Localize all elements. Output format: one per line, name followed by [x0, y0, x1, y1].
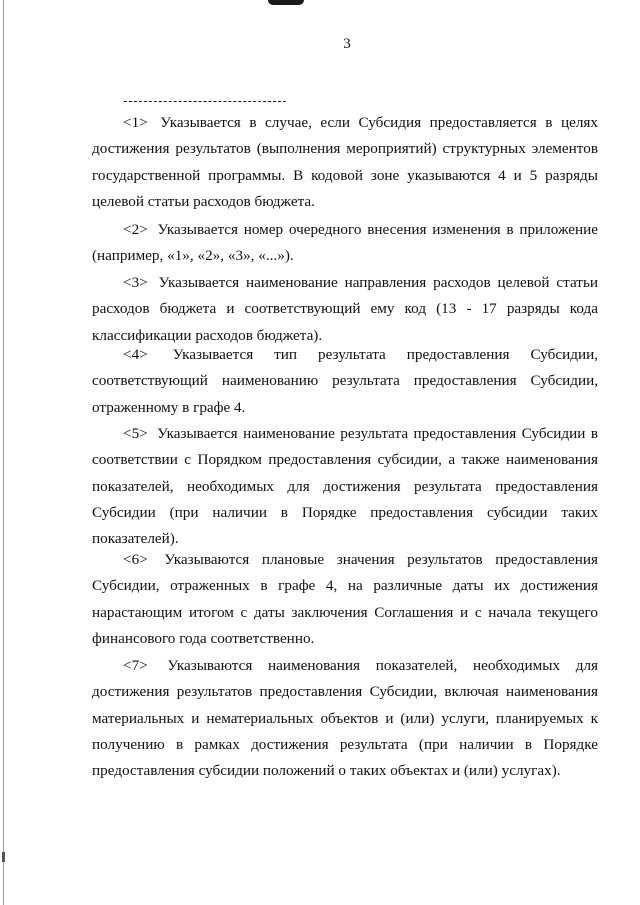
footnote-1 [92, 110, 598, 215]
footnote-5 [92, 421, 598, 552]
page-left-edge-line [3, 0, 4, 905]
footnote-marker: <6> [123, 551, 148, 568]
footnote-marker: <2> [123, 221, 148, 238]
footnote-4 [92, 342, 598, 421]
footnote-3 [92, 270, 598, 349]
footnote-text: Указывается наименование направления расходов целевой статьи расходов бюджета и соответствующий ему код (13 - 17 разряды кода классификации расходов бюджета). [92, 274, 599, 344]
footnote-separator [124, 101, 286, 102]
footnote-text: Указывается номер очередного внесения изменения в приложение (например, «1», «2», «3», «...»). [92, 221, 598, 265]
footnote-marker: <4> [123, 346, 148, 363]
scan-artifact-mark [268, 0, 304, 5]
footnote-text: Указываются плановые значения результатов предоставления Субсидии, отраженных в графе 4, на различные даты их достижения нарастающим итогом с даты заключения Соглашения и с начала текущего финансового года соответственно. [92, 551, 598, 647]
footnote-7 [92, 653, 598, 784]
footnote-text: Указывается наименование результата предоставления Субсидии в соответствии с Порядком предоставления субсидии, а также наименования показателей, необходимых для достижения результата предоставления Субсидии (при наличии в Порядке предоставления субсидии таких показателей). [92, 425, 598, 548]
footnote-2 [92, 217, 598, 270]
footnote-text: Указываются наименования показателей, необходимых для достижения результатов предоставления Субсидии, включая наименования материальных и нематериальных объектов и (или) услуги, планируемых к получению в рамках достижения результата (при наличии в Порядке предоставления субсидии положений о таких объектах и (или) услугах). [92, 657, 599, 780]
footnote-marker: <5> [123, 425, 148, 442]
page-number: 3 [343, 36, 351, 52]
footnote-6 [92, 547, 598, 652]
footnote-marker: <3> [123, 274, 148, 291]
footnote-marker: <7> [123, 657, 148, 674]
footnote-text: Указывается тип результата предоставления Субсидии, соответствующий наименованию результата предоставления Субсидии, отраженному в графе 4. [92, 346, 598, 416]
page-edge-tick [2, 852, 5, 862]
footnote-text: Указывается в случае, если Субсидия предоставляется в целях достижения результатов (выполнения мероприятий) структурных элементов государственной программы. В кодовой зоне указываются 4 и 5 разряды целевой статьи расходов бюджета. [92, 114, 599, 210]
footnote-marker: <1> [123, 114, 148, 131]
